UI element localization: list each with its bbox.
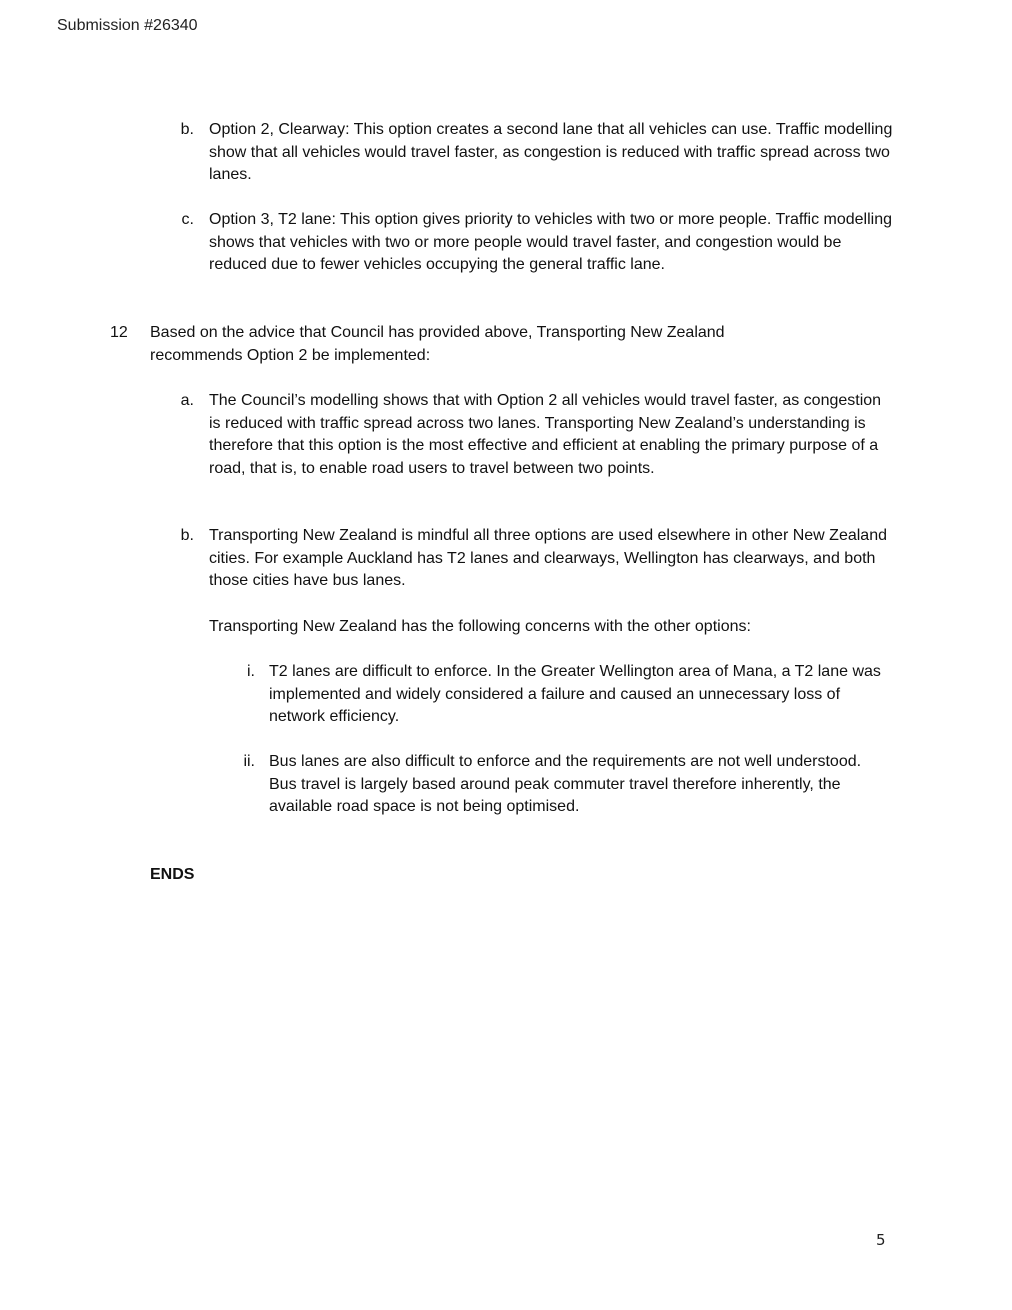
list-item-text: Transporting New Zealand is mindful all three options are used elsewhere in other New Zealand cities. For example Auckland has T2 lanes and clearways, Wellington has clearways, and both those cities have bus lanes.: [209, 527, 887, 590]
submission-header: Submission #26340: [57, 17, 198, 34]
list-marker: b.: [180, 527, 194, 544]
list-item-text: Option 2, Clearway: This option creates a second lane that all vehicles can use. Traffic modelling show that all vehicles would travel faster, as congestion is reduced with traffic spread across two lanes.: [209, 121, 893, 184]
list-item-text: Option 3, T2 lane: This option gives priority to vehicles with two or more people. Traffic modelling shows that vehicles with two or more people would travel faster, and congestion would be reduced due to fewer vehicles occupying the general traffic lane.: [209, 211, 893, 274]
list-marker: b.: [180, 121, 194, 138]
list-item-text: T2 lanes are difficult to enforce. In the Greater Wellington area of Mana, a T2 lane was implemented and widely considered a failure and caused an unnecessary loss of network efficiency.: [269, 663, 881, 726]
list-item-text: The Council’s modelling shows that with Option 2 all vehicles would travel faster, as congestion is reduced with traffic spread across two lanes. Transporting New Zealand’s understanding is therefore that this option is the most effective and efficient at enabling the primary purpose of a road, that is, to enable road users to travel between two points.: [209, 392, 882, 477]
section-number: 12: [110, 324, 128, 341]
section-text: Based on the advice that Council has provided above, Transporting New Zealand recommends Option 2 be implemented:: [150, 324, 725, 364]
list-marker: ii.: [243, 753, 255, 770]
ends-label: ENDS: [150, 866, 195, 883]
list-marker: a.: [180, 392, 194, 409]
list-item-text: Bus lanes are also difficult to enforce and the requirements are not well understood. Bus travel is largely based around peak commuter travel therefore inherently, the available road space is not being optimised.: [269, 753, 862, 816]
concerns-intro: Transporting New Zealand has the following concerns with the other options:: [209, 618, 751, 635]
list-marker: c.: [181, 211, 194, 228]
list-marker: i.: [247, 663, 255, 680]
page-number: 5: [876, 1231, 886, 1249]
